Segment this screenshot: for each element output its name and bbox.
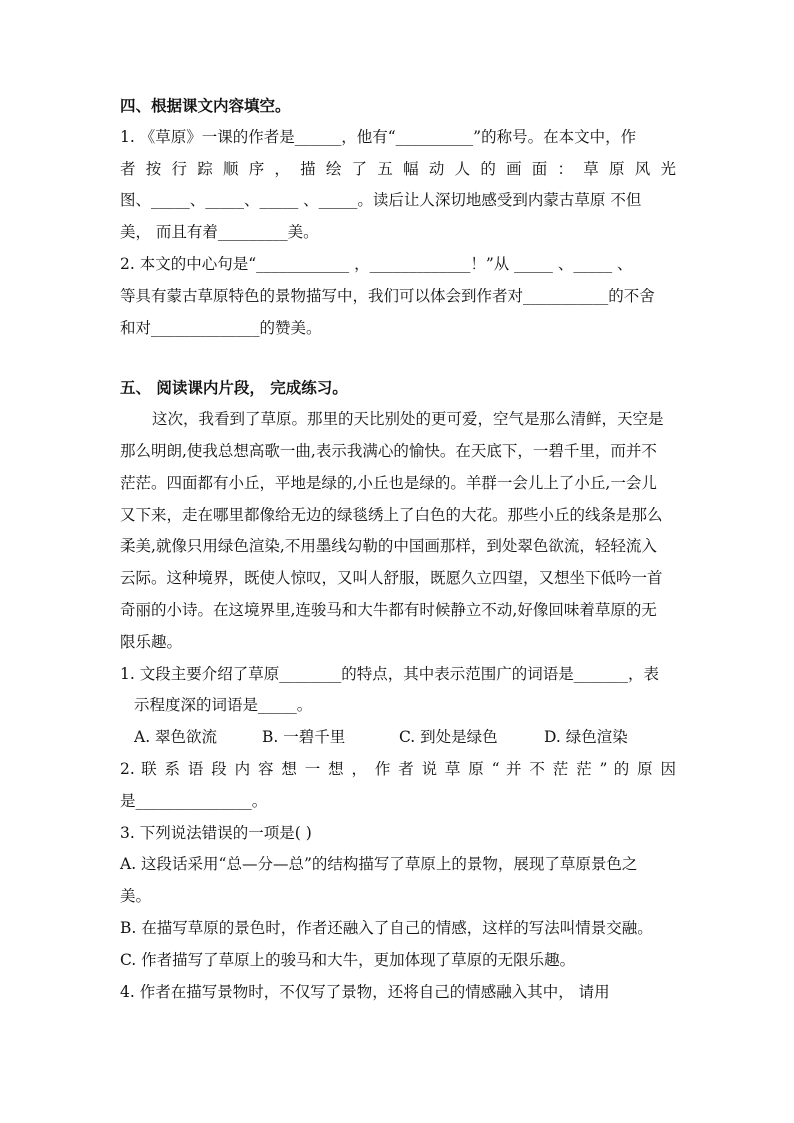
passage-line: 又下来，走在哪里都像给无边的绿毯绣上了白色的大花。那些小丘的线条是那么 [120, 505, 663, 524]
s5-q2-line2: 是_______________。 [120, 791, 268, 810]
s5-q4: 4. 作者在描写景物时，不仅写了景物，还将自己的情感融入其中， 请用 [120, 982, 610, 1001]
s5-q3-option-b: B. 在描写草原的景色时，作者还融入了自己的情感，这样的写法叫情景交融。 [120, 918, 653, 937]
s5-q3-option-a-line2: 美。 [120, 887, 152, 906]
option-b: B. 一碧千里 [262, 728, 346, 747]
s4-q1-line3: 图、_____、_____、_____ 、_____。读后让人深切地感受到内蒙古草原 不但 [120, 191, 642, 210]
passage-line: 这次，我看到了草原。那里的天比别处的更可爱，空气是那么清鲜，天空是 [152, 410, 664, 429]
s5-q1-line2: 示程度深的词语是_____。 [134, 696, 313, 715]
section-gap [120, 344, 676, 372]
section5-title: 五、 阅读课内片段， 完成练习。 [120, 378, 348, 398]
passage-line: 云际。这种境界，既使人惊叹，又叫人舒服，既愿久立四望，又想坐下低吟一首 [120, 569, 663, 588]
passage-line: 柔美,就像只用绿色渲染,不用墨线勾勒的中国画那样，到处翠色欲流，轻轻流入 [120, 537, 657, 556]
worksheet-page [120, 90, 676, 1008]
passage-line: 那么明朗,使我总想高歌一曲,表示我满心的愉快。在天底下，一碧千里，而并不 [120, 441, 657, 460]
s5-q1-line1: 1. 文段主要介绍了草原________的特点，其中表示范围广的词语是_______，表 [120, 664, 659, 683]
passage-line: 限乐趣。 [120, 632, 183, 651]
s5-q2-line1: 2. 联 系 语 段 内 容 想 一 想 ， 作 者 说 草 原 “ 并 不 茫 茫 ” 的 原 因 [120, 759, 676, 778]
s5-q3-option-c: C. 作者描写了草原上的骏马和大牛，更加体现了草原的无限乐趣。 [120, 950, 576, 969]
section4-title: 四、根据课文内容填空。 [120, 96, 291, 115]
s4-q2-line3: 和对______________的赞美。 [120, 318, 322, 337]
option-c: C. 到处是绿色 [399, 728, 498, 747]
s5-q3-option-a-line1: A. 这段话采用“总—分—总”的结构描写了草原上的景物，展现了草原景色之 [120, 855, 638, 874]
s4-q2-line1: 2. 本文的中心句是“____________ ，_____________！”从 _____ 、_____ 、 [120, 254, 633, 273]
option-a: A. 翠色欲流 [134, 728, 218, 747]
option-d: D. 绿色渲染 [544, 728, 628, 747]
s5-q1-options [120, 722, 676, 754]
s4-q1-line1: 1. 《草原》一课的作者是______，他有“__________”的称号。在本文中，作 [120, 127, 637, 146]
passage-line: 奇丽的小诗。在这境界里,连骏马和大牛都有时候静立不动,好像回味着草原的无 [120, 600, 657, 619]
s4-q1-line4: 美， 而且有着_________美。 [120, 223, 319, 242]
s4-q1-line2: 者 按 行 踪 顺 序 ， 描 绘 了 五 幅 动 人 的 画 面 ： 草 原 风 光 [120, 159, 676, 178]
s4-q2-line2: 等具有蒙古草原特色的景物描写中，我们可以体会到作者对___________的不舍 [120, 286, 655, 305]
passage-line: 茫茫。四面都有小丘，平地是绿的,小丘也是绿的。羊群一会儿上了小丘,一会儿 [120, 473, 657, 492]
s5-q3: 3. 下列说法错误的一项是( ) [120, 823, 312, 842]
